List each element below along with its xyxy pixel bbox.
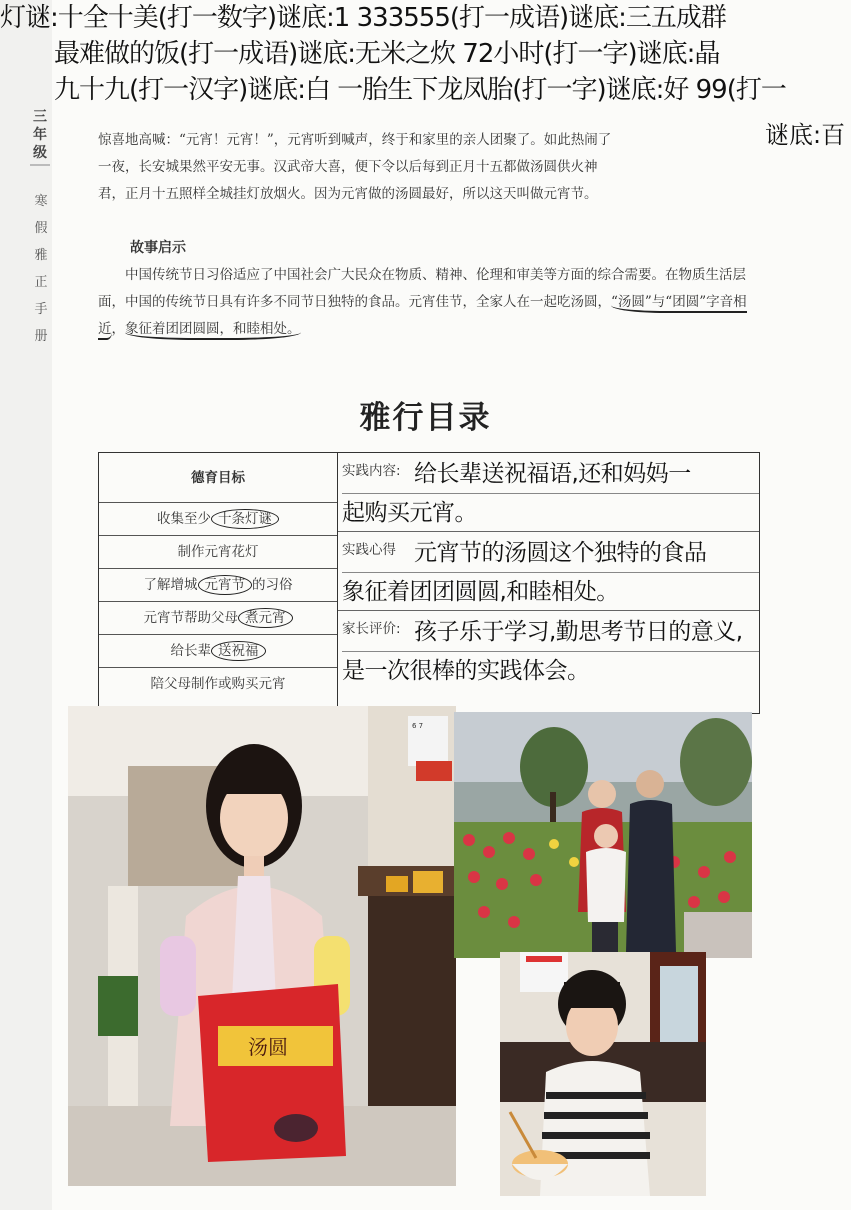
goals-column — [99, 453, 338, 713]
underlined-phrase: “汤圆”与“团圆”字音相近 — [98, 294, 747, 340]
margin-note: 谜底:百 — [765, 121, 846, 149]
goal-item: 元宵节帮助父母 煮元宵 — [99, 602, 337, 635]
goal-item: 收集至少 十条灯谜 — [99, 503, 337, 536]
circled-text: 煮元宵 — [238, 608, 293, 628]
goal-item: 了解增城 元宵节 的习俗 — [99, 569, 337, 602]
practice-label: 实践心得 — [342, 542, 396, 558]
insight-text: 中国传统节日习俗适应了中国社会广大民众在物质、精神、伦理和审美等方面的综合需要。在物质生活层面，中国的传统节日具有许多不同节日独特的食品。元宵佳节，全家人在一起吃汤圆， — [98, 267, 746, 310]
practice-column — [338, 453, 759, 713]
grade-tab: 三年级 — [30, 108, 50, 166]
photo-family-tulips — [454, 712, 752, 958]
story-line: 君，正月十五照样全城挂灯放烟火。因为元宵做的汤圆最好，所以这天叫做元宵节。 — [98, 186, 598, 202]
insight-paragraph — [98, 262, 760, 343]
practice-label: 实践内容: — [342, 463, 401, 479]
story-line: 一夜，长安城果然平安无事。汉武帝大喜，便下令以后每到正月十五都做汤圆供火神 — [98, 159, 598, 175]
goal-item: 陪父母制作或购买元宵 — [150, 676, 286, 692]
insight-heading: 故事启示 — [130, 240, 186, 256]
goal-item: 给长辈 送祝福 — [99, 635, 337, 668]
circled-text: 元宵节 — [198, 575, 253, 595]
practice-content — [338, 453, 759, 532]
riddle-line: 最难做的饭(打一成语)谜底:无米之炊 72小时(打一字)谜底:晶 — [54, 39, 720, 69]
photo-girl-with-tangyuan — [68, 706, 456, 1186]
practice-reflection — [338, 532, 759, 611]
handwritten-answer: 孩子乐于学习,勤思考节日的意义, 是一次很棒的实践体会。 — [342, 613, 759, 690]
circled-text: 送祝福 — [211, 641, 266, 661]
parent-comment — [338, 611, 759, 689]
page-gutter — [0, 0, 52, 1210]
underlined-phrase: 象征着团团圆圆，和睦相处。 — [125, 321, 301, 340]
practice-table — [98, 452, 760, 714]
svg-text:6 7: 6 7 — [412, 722, 424, 730]
practice-label: 家长评价: — [342, 621, 401, 637]
riddle-line: 灯谜:十全十美(打一数字)谜底:1 333555(打一成语)谜底:三五成群 — [0, 3, 726, 33]
story-text — [98, 106, 758, 208]
handwritten-riddles — [0, 0, 851, 108]
photo-girl-eating — [500, 952, 706, 1196]
handwritten-answer: 给长辈送祝福语,还和妈妈一 起购买元宵。 — [342, 455, 759, 532]
section-title: 雅行目录 — [359, 400, 492, 436]
goal-item: 制作元宵花灯 — [99, 536, 337, 569]
svg-text:汤圆: 汤圆 — [248, 1035, 288, 1059]
handwritten-answer: 元宵节的汤圆这个独特的食品 象征着团团圆圆,和睦相处。 — [342, 534, 759, 611]
riddle-line: 九十九(打一汉字)谜底:白 一胎生下龙凤胎(打一字)谜底:好 99(打一 — [54, 75, 786, 105]
book-title-vertical: 寒 假 雅 正 手 册 — [34, 194, 48, 344]
insight-separator: ， — [111, 321, 125, 337]
goals-header: 德育目标 — [99, 453, 337, 503]
story-line: 惊喜地高喊：“元宵！元宵！”，元宵听到喊声，终于和家里的亲人团聚了。如此热闹了 — [98, 132, 612, 148]
circled-text: 十条灯谜 — [211, 509, 279, 529]
